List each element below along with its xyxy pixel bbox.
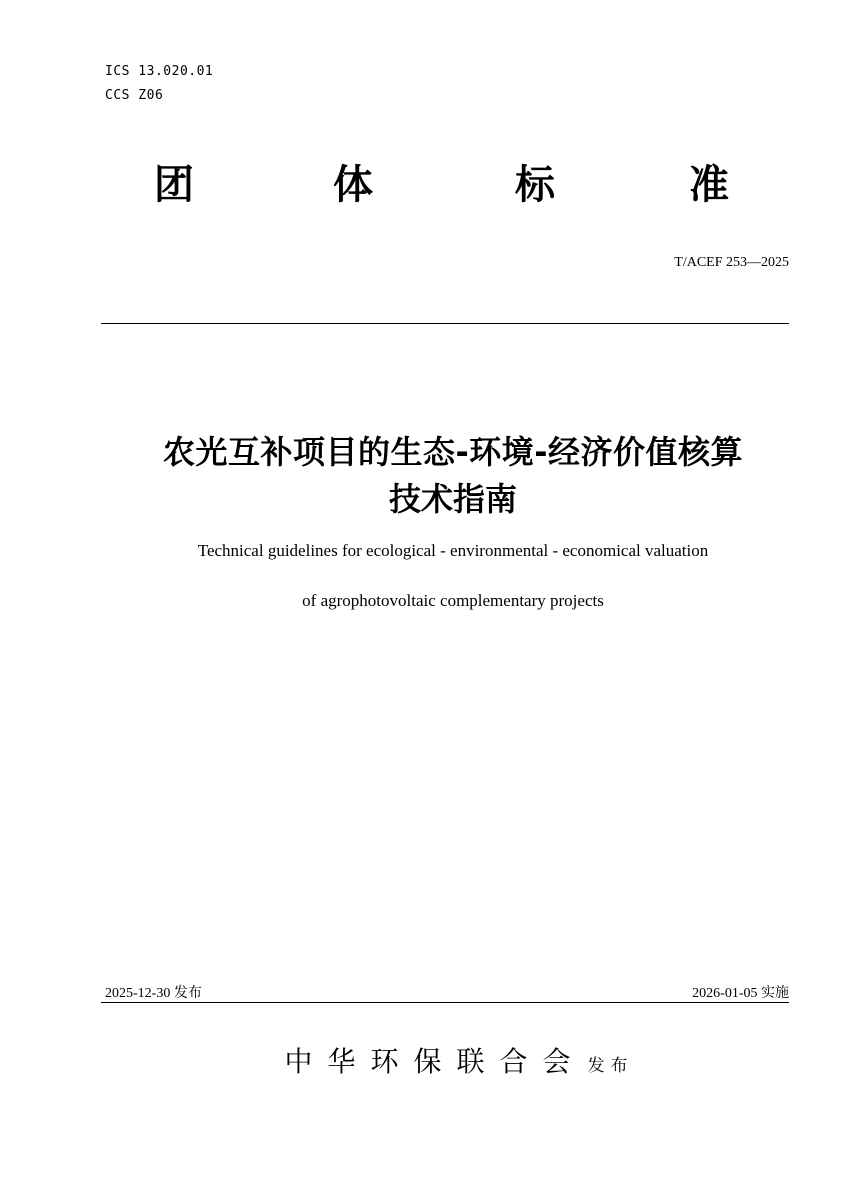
publisher-line [0, 1040, 850, 1080]
title-english-line-2: of agrophotovoltaic complementary projects [302, 591, 604, 610]
publish-label: 发布 [587, 1056, 634, 1076]
footer-divider [101, 1002, 789, 1003]
standard-number: T/ACEF 253—2025 [674, 255, 789, 270]
title-english-line-1: Technical guidelines for ecological - environmental - economical valuation [197, 541, 709, 560]
ics-code: ICS 13.020.01 [105, 64, 214, 79]
title-chinese-line-2: 技术指南 [388, 480, 517, 518]
publisher-name: 中华环保联合会 [284, 1045, 586, 1078]
header-divider [101, 323, 789, 324]
standard-type-char: 准 [689, 162, 729, 208]
implementation-date: 2026-01-05 实施 [692, 986, 789, 1001]
standard-type-char: 体 [333, 162, 373, 208]
standard-type-char: 标 [515, 162, 555, 208]
ccs-code: CCS Z06 [105, 88, 164, 103]
issue-date: 2025-12-30 发布 [105, 986, 202, 1001]
title-chinese-line-1: 农光互补项目的生态-环境-经济价值核算 [162, 433, 744, 471]
standard-type-char: 团 [154, 162, 194, 208]
